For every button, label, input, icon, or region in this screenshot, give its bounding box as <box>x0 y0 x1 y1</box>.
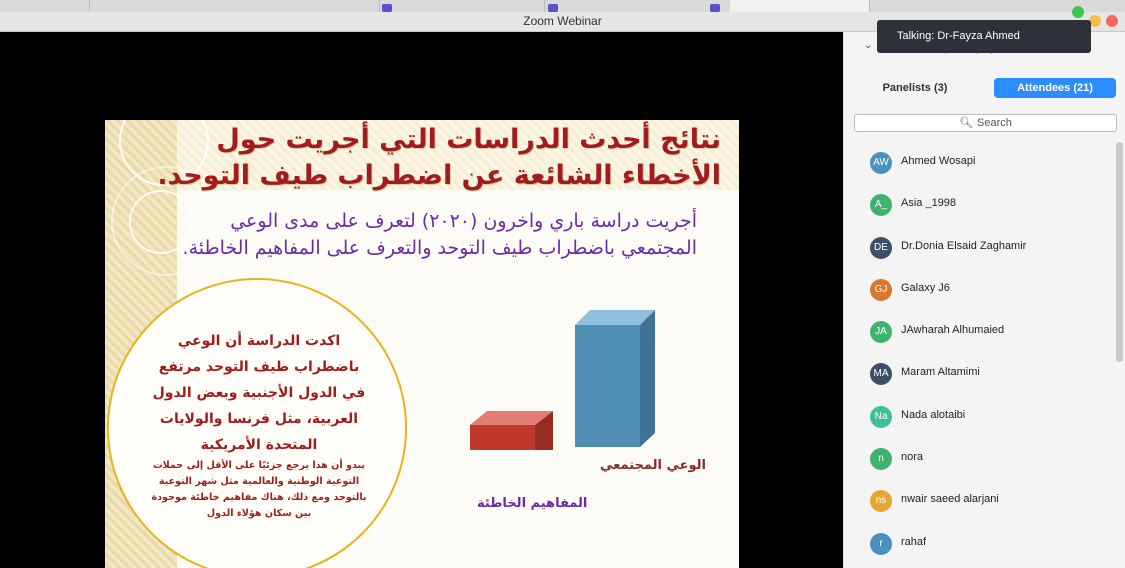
avatar: DE <box>870 237 892 259</box>
participant-name: Ahmed Wosapi <box>901 155 976 167</box>
participant-name: Galaxy J6 <box>901 281 950 294</box>
findings-circle <box>107 278 407 568</box>
avatar: Na <box>870 406 892 428</box>
participant-name: Nada alotaibi <box>901 408 966 421</box>
window-title: Zoom Webinar <box>523 14 602 28</box>
avatar: n <box>870 448 892 470</box>
zoom-window-icon[interactable] <box>1072 6 1084 18</box>
browser-tab-active[interactable] <box>730 0 870 12</box>
participant-row[interactable] <box>844 438 1114 480</box>
tab-favicon-icon <box>548 4 558 12</box>
chevron-down-icon[interactable]: ⌄ <box>864 40 873 51</box>
participant-name: rahaf <box>901 535 927 548</box>
circle-main-text: اكدت الدراسة أن الوعي باضطراب طيف التوحد مرتفع في الدول الأجنبية وبعض الدول العربية، مثل فرنسا والولايات المتحدة الأمريكية <box>152 333 366 453</box>
participant-name: Asia _1998 <box>901 197 957 210</box>
participant-row[interactable] <box>844 227 1114 269</box>
participant-name: Maram Altamimi <box>901 366 980 379</box>
search-placeholder: Search <box>977 117 1012 129</box>
blue-box-side <box>640 310 655 447</box>
browser-tab[interactable] <box>0 0 90 12</box>
participant-row[interactable] <box>844 396 1114 438</box>
blue-box-front <box>575 325 640 447</box>
screen-share-area <box>0 32 843 568</box>
browser-tab-strip <box>0 0 1125 12</box>
participant-row[interactable] <box>844 184 1114 226</box>
tab-favicon-icon <box>710 4 720 12</box>
participant-name: nora <box>901 451 924 464</box>
participant-row[interactable] <box>844 311 1114 353</box>
tab-panelists[interactable]: Panelists (3) <box>882 82 948 94</box>
presentation-slide <box>105 120 739 568</box>
tab-favicon-icon <box>382 4 392 12</box>
avatar: ns <box>870 490 892 512</box>
participant-name: nwair saeed alarjani <box>901 493 999 506</box>
red-box-front <box>470 425 535 450</box>
participants-panel <box>843 32 1125 568</box>
avatar: r <box>870 533 892 555</box>
participant-list <box>844 142 1114 565</box>
participant-row[interactable] <box>844 480 1114 522</box>
avatar: MA <box>870 363 892 385</box>
talking-indicator: Talking: Dr-Fayza Ahmed <box>877 20 1091 53</box>
misconceptions-label: المفاهيم الخاطئة <box>477 496 588 511</box>
avatar: AW <box>870 152 892 174</box>
browser-tab[interactable] <box>395 0 545 12</box>
participant-name: JAwharah Alhumaied <box>901 324 1005 337</box>
participant-row[interactable] <box>844 142 1114 184</box>
participant-name: Dr.Donia Elsaid Zaghamir <box>901 239 1027 252</box>
participant-list-scrollbar[interactable] <box>1116 142 1123 362</box>
participant-tabs <box>844 78 1125 100</box>
browser-tab[interactable] <box>90 0 380 12</box>
circle-sub-text: يبدو أن هذا يرجع جزئيًا على الأقل إلى حملات التوعية الوطنية والعالمية مثل شهر التوعية بالتوحد ومع ذلك، هناك مفاهيم خاطئة موجودة بين سكان هؤلاء الدول <box>151 460 367 519</box>
community-awareness-label: الوعي المجتمعي <box>600 458 706 473</box>
close-window-icon[interactable] <box>1106 15 1118 27</box>
avatar: JA <box>870 321 892 343</box>
participant-row[interactable] <box>844 353 1114 395</box>
avatar: GJ <box>870 279 892 301</box>
slide-title: نتائج أحدث الدراسات التي أجريت حول الأخطاء الشائعة عن اضطراب طيف التوحد. <box>157 124 721 191</box>
search-input[interactable] <box>854 114 1117 132</box>
tab-attendees[interactable]: Attendees (21) <box>994 78 1116 98</box>
slide-intro-text: أجريت دراسة باري واخرون (٢٠٢٠) لتعرف على مدى الوعي المجتمعي باضطراب طيف التوحد والتعرف على المفاهيم الخاطئة. <box>182 210 697 259</box>
search-icon: 🔍︎ <box>959 117 974 129</box>
avatar: A_ <box>870 194 892 216</box>
participant-row[interactable] <box>844 269 1114 311</box>
participant-row[interactable] <box>844 523 1114 565</box>
3d-boxes-graphic <box>465 305 665 450</box>
